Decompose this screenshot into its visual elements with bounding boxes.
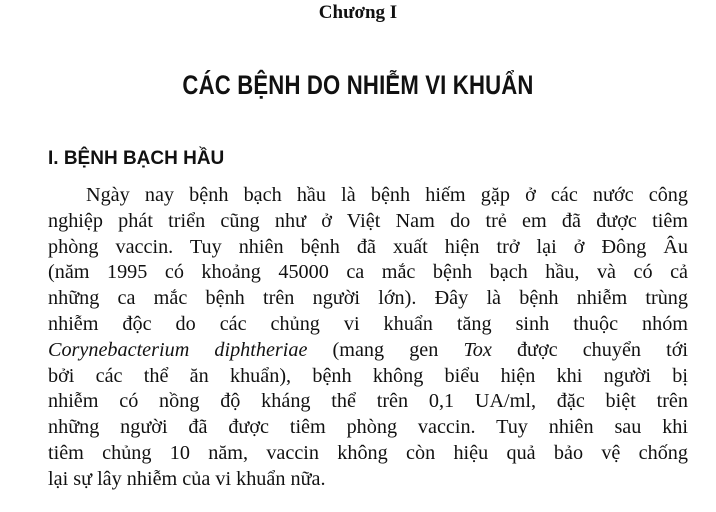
paragraph-line: bởi các thể ăn khuẩn), bệnh không biểu hiện khi người bị [48, 364, 688, 387]
gene-name: Tox [463, 338, 492, 361]
paragraph-line: lại sự lây nhiễm của vi khuẩn nữa. [48, 467, 326, 490]
chapter-title: CÁC BỆNH DO NHIỄM VI KHUẨN [182, 70, 534, 100]
body-paragraph [48, 183, 688, 493]
species-name: Corynebacterium diphtheriae [48, 338, 308, 361]
paragraph-line: (năm 1995 có khoảng 45000 ca mắc bệnh bạch hầu, và có cả [48, 261, 688, 284]
paragraph-line: nghiệp phát triển cũng như ở Việt Nam do trẻ em đã được tiêm [48, 209, 688, 232]
paragraph-line: nhiễm độc do các chủng vi khuẩn tăng sinh thuộc nhóm [48, 312, 688, 335]
paragraph-text: (mang gen [307, 338, 464, 361]
section-heading: I. BỆNH BẠCH HẦU [48, 148, 225, 169]
paragraph-line: nhiễm có nồng độ kháng thể trên 0,1 UA/ml, đặc biệt trên [48, 390, 688, 413]
chapter-heading: Chương I [318, 2, 398, 23]
paragraph-line: phòng vaccin. Tuy nhiên bệnh đã xuất hiện trở lại ở Đông Âu [48, 235, 688, 258]
paragraph-line-mixed [48, 338, 688, 364]
paragraph-line: tiêm chủng 10 năm, vaccin không còn hiệu quả bảo vệ chống [48, 441, 688, 464]
paragraph-line: những người đã được tiêm phòng vaccin. Tuy nhiên sau khi [48, 416, 688, 439]
paragraph-text: được chuyển tới [491, 338, 688, 361]
paragraph-line: những ca mắc bệnh trên người lớn). Đây là bệnh nhiễm trùng [48, 287, 688, 310]
paragraph-line: Ngày nay bệnh bạch hầu là bệnh hiếm gặp ở các nước công [86, 184, 688, 206]
